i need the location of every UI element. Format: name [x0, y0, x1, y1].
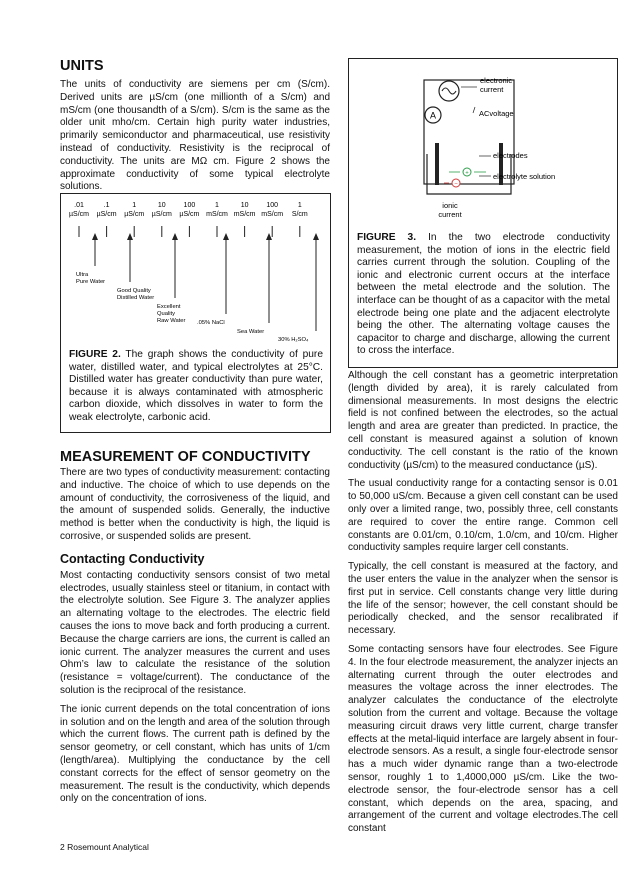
- tick-value-label: 1: [215, 202, 219, 209]
- range-paragraph: The usual conductivity range for a contacting sensor is 0.01 to 50,000 uS/cm. Because a given cell constant can be used only over a limited range, two, possibly three, cell constants are required to cover the entire range. Common cell constants are 0.01/cm, 0.10/cm, 1.0/cm, and 10/cm. Higher conductivity samples require larger cell constants.: [348, 478, 618, 554]
- contacting-paragraph-1: Most contacting conductivity sensors consist of two metal electrodes, usually stainless steel or titanium, in contact with the electrolyte solution. See Figure 3. The analyzer applies an alternating voltage to the electrodes. The electric field causes the ions to move back and forth producing a current. Because the charge carriers are ions, the current is called an ionic current. The analyzer measures the current and uses Ohm’s law to calculate the resistance of the solution (resistance = voltage/current). The conductance of the solution is the reciprocal of the resistance.: [60, 569, 330, 696]
- figure-3-caption: [357, 232, 610, 358]
- svg-text:−: −: [454, 181, 458, 188]
- tick-unit-label: µS/cm: [151, 211, 172, 218]
- tick-value-label: .1: [103, 202, 110, 209]
- sample-label: Pure Water: [76, 279, 106, 285]
- tick-unit-label: µS/cm: [96, 211, 117, 218]
- sample-label: Ultra: [76, 272, 89, 278]
- tick-unit-label: mS/cm: [233, 211, 256, 218]
- sample-arrowhead: [266, 233, 272, 240]
- left-electrode: [435, 143, 439, 185]
- figure-2-caption-text: The graph shows the conductivity of pure water, distilled water, and typical electrolytes at 25°C. Distilled water has greater conductivity than pure water, because it is always contaminated with atmospheric carbon dioxide, which dissolves in water to form the weak electrolyte, carbonic acid.: [69, 349, 323, 423]
- sample-label: Sea Water: [237, 329, 265, 335]
- label-electronic-current: current: [480, 85, 504, 94]
- figure-3-box: [348, 58, 618, 368]
- sample-label: 30% H₂SO₄: [278, 337, 309, 343]
- conductivity-scale-graphic: [61, 196, 330, 346]
- sample-arrowhead: [313, 233, 319, 240]
- tick-value-label: 100: [183, 202, 196, 209]
- label-ionic: ionic: [442, 201, 458, 210]
- measurement-paragraph: There are two types of conductivity measurement: contacting and inductive. The choice of which to use depends on the amount of conductivity, the corrosiveness of the liquid, and the amount of suspended solids. Generally, the inductive method is better when the conductivity is high, the liquid is corrosive, or suspended solids are present.: [60, 467, 330, 542]
- sample-label: Quality: [157, 311, 176, 317]
- figure-3-caption-text: In the two electrode conductivity measurement, the motion of ions in the electric field carries current through the solution. Coupling of the ionic and electronic current occurs at the interface between the metal electrode and the solution. The interface can be thought of as a capacitor with the metal electrode being one plate and the adjacent electrolyte being the other. The alternating voltage causes the capacitor to charge and discharge, allowing the current to cross the interface.: [357, 232, 610, 357]
- measurement-section: [60, 467, 330, 812]
- sample-label: Distilled Water: [117, 295, 155, 301]
- sample-arrowhead: [127, 233, 133, 240]
- sample-arrowhead: [223, 233, 229, 240]
- sample-label: .05% NaCl: [197, 320, 225, 326]
- label-electronic: electronic: [480, 76, 513, 85]
- tick-value-label: 1: [132, 202, 137, 209]
- tick-value-label: 10: [240, 202, 249, 209]
- contacting-heading: Contacting Conductivity: [60, 551, 205, 566]
- two-electrode-diagram: [349, 59, 617, 229]
- tick-value-label: 10: [157, 202, 166, 209]
- measurement-heading: MEASUREMENT OF CONDUCTIVITY: [60, 449, 311, 465]
- label-electrolyte-solution: electrolyte solution: [493, 172, 556, 181]
- tick-unit-label: mS/cm: [206, 211, 228, 218]
- sample-label: Good Quality: [117, 288, 151, 294]
- tick-unit-label: µS/cm: [69, 211, 89, 218]
- units-heading: UNITS: [60, 58, 104, 74]
- sample-label: Raw Water: [157, 318, 186, 324]
- ammeter-label: A: [429, 110, 437, 121]
- tick-value-label: 1: [297, 202, 302, 209]
- figure-2-box: [60, 193, 331, 433]
- tick-value-label: 100: [266, 202, 279, 209]
- contacting-paragraph-2: The ionic current depends on the total concentration of ions in solution and on the length and area of the solution through which the current flows. The current path is defined by the sensor geometry, or cell constant, which has units of 1/cm (length/area). Multiplying the conductance by the cell constant corrects for the effect of sensor geometry on the measurement. The result is the conductivity, which depends only on the concentration of ions.: [60, 703, 330, 805]
- tick-unit-label: µS/cm: [179, 211, 200, 218]
- four-electrode-paragraph: Some contacting sensors have four electrodes. See Figure 4. In the four electrode measurement, the analyzer injects an alternating current through the outer electrodes and measures the voltage across the inner electrodes. The analyzer calculates the conductance of the electrolyte solution from the current and voltage. Because the voltage measuring circuit draws very little current, charge transfer effects at the metal-liquid interface are largely absent in four-electrode sensors. As a result, a single four-electrode sensor has a much wider dynamic range than a two-electrode sensor, roughly 1 to 1,4000,000 µS/cm. Like the two-electrode sensor, the four-electrode sensor has a cell constant, which depends on the area, spacing, and arrangement of the current and voltage electrodes.The cell constant: [348, 643, 618, 835]
- units-section: [60, 58, 330, 200]
- tick-unit-label: S/cm: [291, 211, 308, 218]
- page-footer: 2 Rosemount Analytical: [60, 842, 149, 852]
- label-ionic-current: current: [438, 210, 462, 219]
- figure-3-caption-label: FIGURE 3.: [357, 232, 417, 243]
- right-column-text: [348, 370, 618, 842]
- label-electrodes: electrodes: [493, 151, 528, 160]
- units-paragraph: The units of conductivity are siemens per cm (S/cm). Derived units are µS/cm (one millionth of a S/cm) and mS/cm (one thousandth of a S/cm). S/cm is the same as the older unit mho/cm. Certain high purity water industries, primarily semiconductor and pharmaceutical, use resistivity instead of conductivity. Resistivity is the reciprocal of conductivity. The units are MΩ cm. Figure 2 shows the approximate conductivity of some typical electrolyte solutions.: [60, 79, 330, 193]
- figure-2-caption-label: FIGURE 2.: [69, 349, 121, 360]
- sample-label: Excellent: [157, 304, 181, 310]
- svg-text:+: +: [465, 170, 469, 177]
- sample-arrowhead: [92, 233, 98, 240]
- tick-unit-label: mS/cm: [261, 211, 284, 218]
- calibration-paragraph: Typically, the cell constant is measured at the factory, and the user enters the value in the analyzer when the sensor is first put in service. Cell constants change very little during the life of the sensor; however, the cell constant should be periodically checked, and the sensor recalibrated if necessary.: [348, 561, 618, 637]
- tick-unit-label: µS/cm: [124, 211, 145, 218]
- tick-value-label: .01: [74, 202, 84, 209]
- cell-constant-paragraph: Although the cell constant has a geometric interpretation (length divided by area), it is rarely calculated from dimensional measurements. In most designs the electric field is not confined between the electrodes, so the actual length and area are greater than predicted. In practice, the cell constant is measured against a solution of known conductivity. The cell constant is the ratio of the known conductivity (µS/cm) to the measured conductance (µS).: [348, 370, 618, 471]
- figure-2-caption: [69, 349, 323, 425]
- label-ac-voltage: ACvoltage: [479, 109, 514, 118]
- sample-arrowhead: [172, 233, 178, 240]
